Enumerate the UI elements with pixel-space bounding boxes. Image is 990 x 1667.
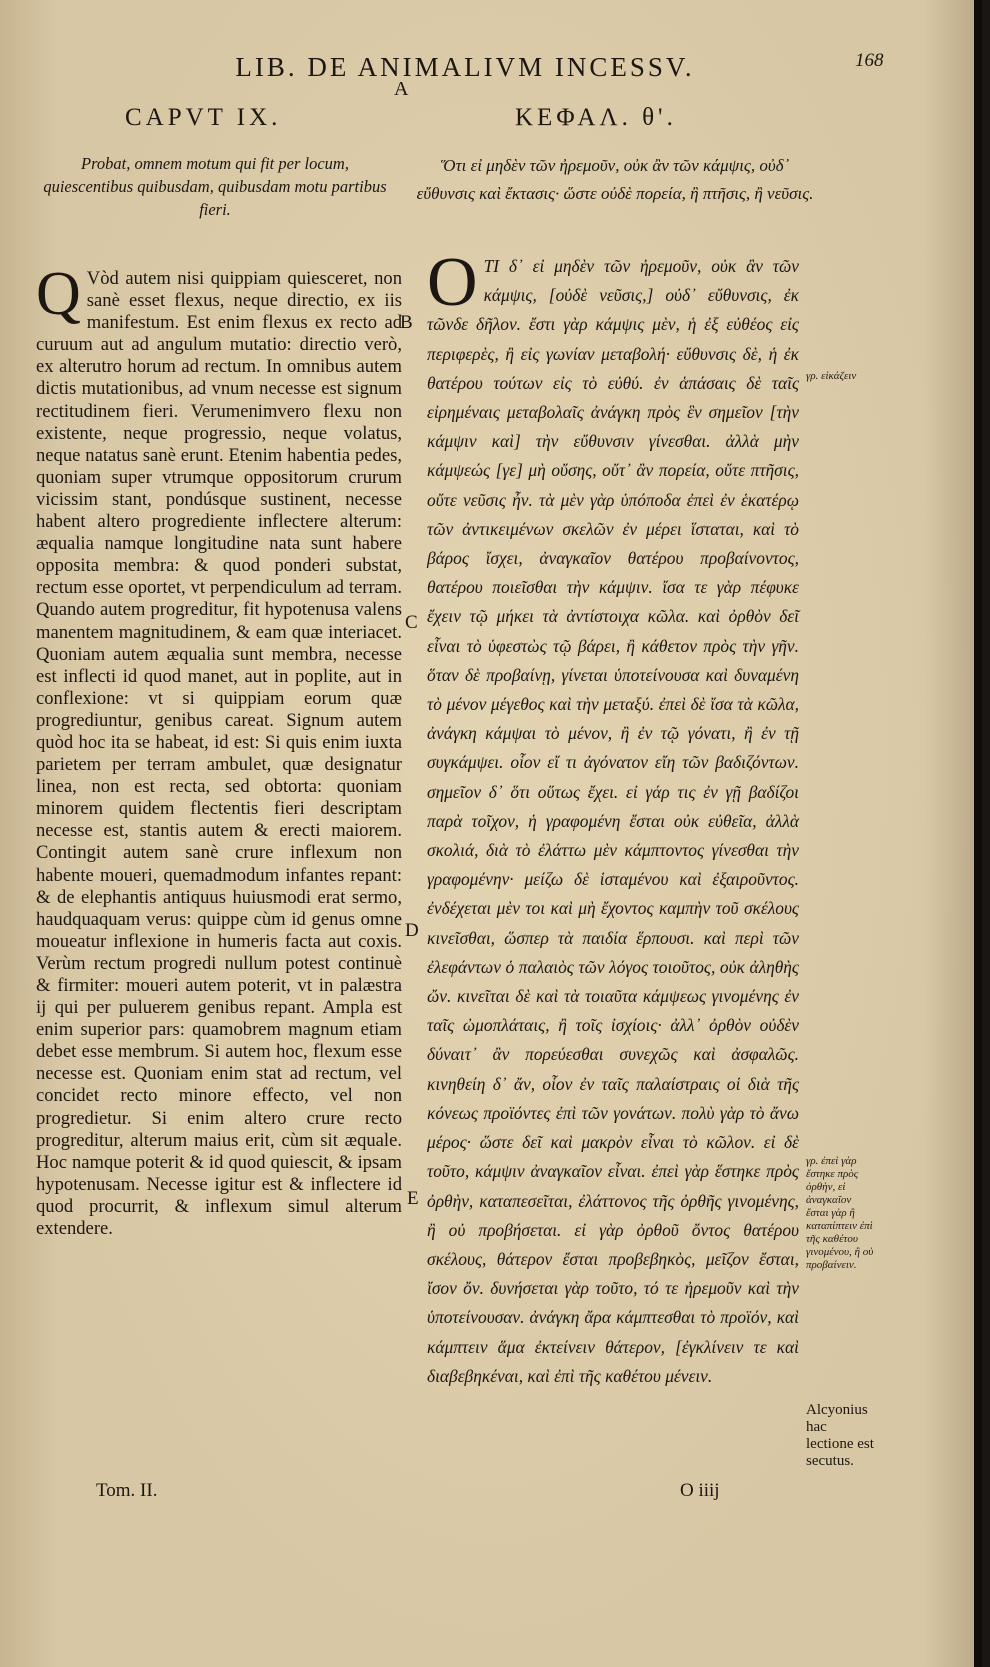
running-head: LIB. DE ANIMALIVM INCESSV. bbox=[235, 52, 695, 82]
greek-body-text: ΤΙ δ᾽ εἰ μηδὲν τῶν ἠρεμοῦν, οὐκ ἂν τῶν κάμψις, [οὐδὲ νεῦσις,] οὐδ᾽ εὔθυνσις, ἐκ τῶνδε δῆλον. ἔστι γὰρ κάμψις μὲν, ἡ ἐξ εὐθέος εἰς περιφερὲς, ἢ εἰς γωνίαν μεταβολή· εὔθυνσις δὲ, ἡ ἐκ θατέρου τούτων εἰς τὸ εὐθύ. ἐν ἁπάσαις δὲ ταῖς εἰρημέναις μεταβολαῖς ἀνάγκη πρὸς ἓν σημεῖον [τὴν κάμψιν καὶ] τὴν εὔθυνσιν γίνεσθαι. ἀλλὰ μὴν κάμψεώς [γε] μὴ οὔσης, οὔτ᾽ ἂν πορεία, οὔτε πτῆσις, οὔτε νεῦσις ἦν. τὰ μὲν γὰρ ὑπόποδα ἐπεὶ ἐν ἑκατέρῳ τῶν ἀντικειμένων σκελῶν ἐν μέρει ἵσταται, καὶ τὸ βάρος ἴσχει, ἀναγκαῖον θατέρου προβαίνοντος, θατέρου ποιεῖσθαι τὴν κάμψιν. ἴσα τε γὰρ πέφυκε ἔχειν τῷ μήκει τὰ ἀντίστοιχα κῶλα. καὶ ὀρθὸν δεῖ εἶναι τὸ ὑφεστὼς τῷ βάρει, ἢ κάθετον πρὸς τὴν γῆν. ὅταν δὲ προβαίνῃ, γίνεται ὑποτείνουσα καὶ δυναμένη τὸ μένον μέγεθος καὶ τὴν μεταξύ. ἐπεὶ δὲ ἴσα τὰ κῶλα, ἀνάγκη κάμψαι τὸ μένον, ἢ ἐν τῷ γόνατι, ἢ ἐν τῇ συγκάμψει. οἷον εἴ τι ἀγόνατον εἴη τῶν βαδιζόντων. σημεῖον δ᾽ ὅτι οὕτως ἔχει. εἰ γάρ τις ἐν γῇ βαδίζοι παρὰ τοῖχον, ἡ γραφομένη ἔσται οὐκ εὐθεῖα, ἀλλὰ σκολιά, διὰ τὸ ἐλάττω μὲν κάμπτοντος γίνεσθαι τὴν γραφομένην· μείζω δὲ ἱσταμένου καὶ ἐξαιροῦντος. ἐνδέχεται μὲν τοι καὶ μὴ ἔχοντος καμπὴν τοῦ σκέλους κινεῖσθαι, ὥσπερ τὰ παιδία ἕρπουσι. καὶ περὶ τῶν ἐλεφάντων ὁ παλαιὸς τῶν λόγος τοιοῦτος, οὐκ ἀληθὴς ὤν. κινεῖται δὲ καὶ τὰ τοιαῦτα κάμψεως γινομένης ἐν ταῖς ὠμοπλάταις, ἢ τοῖς ἰσχίοις· ἀλλ᾽ ὀρθὸν οὐδὲν δύναιτ᾽ ἂν πορεύεσθαι συνεχῶς καὶ ἀσφαλῶς. κινηθείη δ᾽ ἄν, οἷον ἐν ταῖς παλαίστραις οἱ διὰ τῆς κόνεως προϊόντες ἐπὶ τῶν γονάτων. πολὺ γὰρ τὸ ἄνω μέρος· ὥστε δεῖ καὶ μακρὸν εἶναι τὸ κῶλον. εἰ δὲ τοῦτο, κάμψιν ἀναγκαῖον εἶναι. ἐπεὶ γὰρ ἕστηκε πρὸς ὀρθὴν, καταπεσεῖται, ἐλάττονος τῆς ὀρθῆς γινομένης, ἢ οὐ προβήσεται. εἰ γὰρ ὀρθοῦ ὄντος θατέρου σκέλους, θάτερον ἔσται προβεβηκὸς, μεῖζον ἔσται, ἴσον ὄν. δυνήσεται γὰρ τοῦτο, τό τε ἠρεμοῦν καὶ τὴν ὑποτείνουσαν. ἀνάγκη ἄρα κάμπτεσθαι τὸ προϊόν, καὶ κάμπτειν ἅμα ἐκτείνειν θάτερον, [ἐγκλίνειν τε καὶ διαβεβηκέναι, καὶ ἐπὶ τῆς καθέτου μένειν. bbox=[427, 256, 799, 1386]
section-letter-e: E bbox=[407, 1188, 419, 1209]
latin-column bbox=[36, 260, 402, 1240]
greek-chapter-title: ΚΕΦΑΛ. θ'. bbox=[515, 104, 677, 131]
section-letter-c: C bbox=[405, 612, 418, 633]
folio-number: 168 bbox=[855, 50, 884, 71]
latin-body-text: Vòd autem nisi quippiam quiesceret, non sanè esset flexus, neque directio, ex iis manifestum. Est enim flexus ex recto ad curuum aut ad angulum mutatio: directio verò, ex alterutro horum ad rectum. In omnibus autem dictis mutationibus, ad vnum necesse est signum rectitudinem fieri. Verumenimvero flexu non existente, neque progressio, neque volatus, neque natatus sanè erunt. Etenim habentia pedes, quoniam super vtrumque oppositorum crurum vicissim stant, pondúsque sustinent, necesse habent altero progrediente inflectere alterum: æqualia namque longitudine nata sunt habere opposita membra: & quod ponderi substat, rectum esse oportet, vt perpendiculum ad terram. Quando autem progreditur, fit hypotenusa valens manentem magnitudinem, & eam quæ interiacet. Quoniam autem æqualia sunt membra, necesse est inflecti id quod manet, aut in poplite, aut in conflexione: vt si quippiam eorum quæ progrediuntur, genibus careat. Signum autem quòd hoc ita se habeat, id est: Si quis enim iuxta parietem per terram ambulet, quæ designatur linea, non est recta, sed obtorta: quoniam minorem quidem flectentis fieri descriptam necesse est, stantis autem & erecti maiorem. Contingit autem sanè crure inflexum non habente moueri, quemadmodum infantes repant: & de elephantis antiquus huiusmodi erat sermo, haudquaquam verus: quippe cùm id genus omne moueatur inflexione in humeris facta aut coxis. Verùm rectum progredi nullum potest continuè & firmiter: moueri autem poterit, vt in palæstra ij qui per puluerem genibus repant. Ampla est enim superior pars: quamobrem magnum etiam debet esse membrum. Si autem hoc, flexum esse necesse est. Quoniam enim stat ad rectum, vel concidet recto minore effecto, vel non progredietur. Si enim altero crure recto progreditur, alterum maius erit, cùm sit æquale. Hoc namque poterit & id quod quiescit, & ipsam hypotenusam. Necesse igitur est & inflectere id quod procurrit, & inflexum simul alterum extendere. bbox=[36, 268, 402, 1240]
greek-summary: Ὅτι εἰ μηδὲν τῶν ἠρεμοῦν, οὐκ ἂν τῶν κάμψις, οὐδ᾽ εὔθυνσις καὶ ἔκτασις· ὥστε οὐδὲ πορεία, ἢ πτῆσις, ἢ νεῦσις. bbox=[416, 156, 814, 203]
page-edge-shadow bbox=[974, 0, 982, 1667]
section-letter-a: A bbox=[394, 78, 409, 100]
volume-line: Tom. II. bbox=[96, 1480, 158, 1501]
margin-note-variant-2: γρ. ἐπεὶ γὰρ ἕστηκε πρὸς ὀρθὴν, εἰ ἀναγκαῖον ἔσται γὰρ ἢ καταπίπτειν ἐπὶ τῆς καθέτου γινομένου, ἢ οὐ προβαίνειν. bbox=[806, 1155, 874, 1271]
section-letter-b: B bbox=[400, 312, 413, 333]
margin-note-alcyonius: Alcyonius hac lectione est secutus. bbox=[806, 1402, 874, 1469]
signature-mark: O iiij bbox=[680, 1480, 720, 1501]
latin-summary: Probat, omnem motum qui fit per locum, quiescentibus quibusdam, quibusdam motu partibus fieri. bbox=[43, 154, 387, 219]
latin-chapter-title: CAPVT IX. bbox=[125, 104, 282, 131]
section-letter-d: D bbox=[405, 920, 419, 941]
latin-drop-cap: Q bbox=[36, 260, 81, 328]
greek-drop-cap: Ο bbox=[427, 244, 478, 321]
margin-note-variant-1: γρ. εἰκάζειν bbox=[806, 370, 857, 382]
greek-column bbox=[427, 244, 799, 1391]
